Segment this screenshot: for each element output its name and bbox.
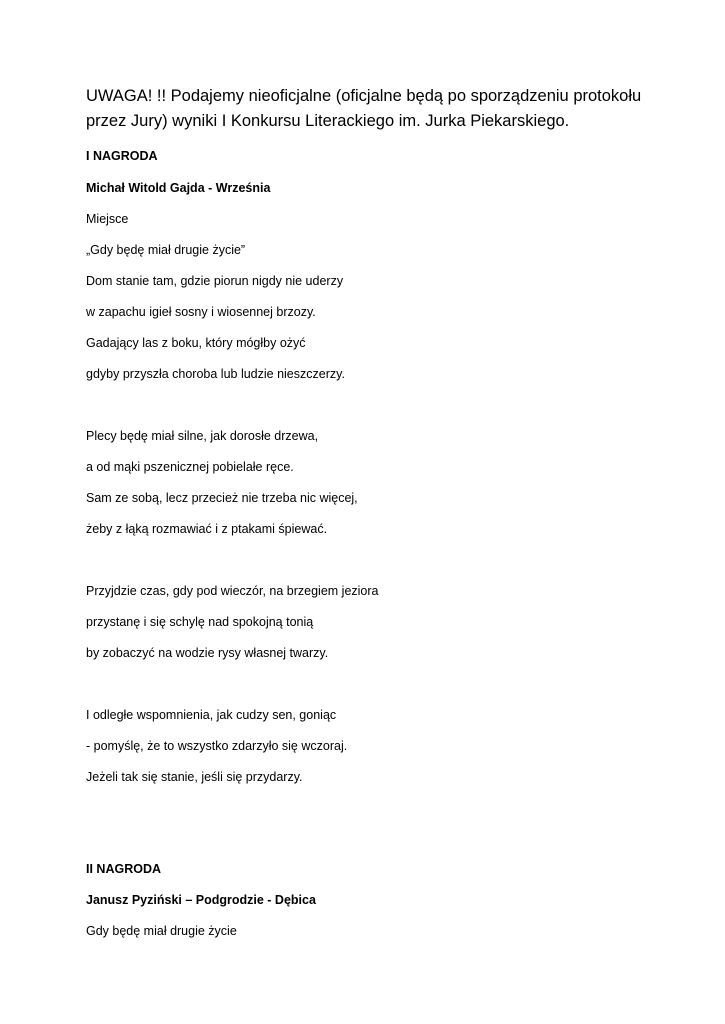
prize-2-author: Janusz Pyziński – Podgrodzie - Dębica [86, 893, 316, 907]
poem-line: w zapachu igieł sosny i wiosennej brzozy. [86, 305, 316, 319]
poem-line: Przyjdzie czas, gdy pod wieczór, na brzegiem jeziora [86, 584, 379, 598]
poem-line: a od mąki pszenicznej pobielałe ręce. [86, 460, 294, 474]
poem-line: Sam ze sobą, lecz przecież nie trzeba nic więcej, [86, 491, 358, 505]
prize-2-heading: II NAGRODA [86, 862, 161, 876]
poem-line: Gadający las z boku, który mógłby ożyć [86, 336, 306, 350]
poem-line: przystanę i się schylę nad spokojną tonią [86, 615, 314, 629]
prize-1-author: Michał Witold Gajda - Września [86, 181, 271, 195]
poem-line: gdyby przyszła choroba lub ludzie nieszczerzy. [86, 367, 345, 381]
prize-1-heading: I NAGRODA [86, 149, 158, 163]
prize-1-poem-subtitle: „Gdy będę miał drugie życie” [86, 243, 246, 257]
poem-line: Dom stanie tam, gdzie piorun nigdy nie uderzy [86, 274, 344, 288]
prize-1-poem-title: Miejsce [86, 212, 129, 226]
poem-line: żeby z łąką rozmawiać i z ptakami śpiewać. [86, 522, 328, 536]
announcement-intro: UWAGA! !! Podajemy nieoficjalne (oficjalne będą po sporządzeniu protokołu przez Jury) wyniki I Konkursu Literackiego im. Jurka Piekarskiego. [86, 87, 642, 130]
poem-line: Jeżeli tak się stanie, jeśli się przydarzy. [86, 770, 303, 784]
poem-line: by zobaczyć na wodzie rysy własnej twarzy. [86, 646, 329, 660]
prize-2-poem-title: Gdy będę miał drugie życie [86, 924, 237, 938]
poem-line: Plecy będę miał silne, jak dorosłe drzewa, [86, 429, 319, 443]
poem-line: I odległe wspomnienia, jak cudzy sen, goniąc [86, 708, 337, 722]
poem-line: - pomyślę, że to wszystko zdarzyło się wczoraj. [86, 739, 348, 753]
